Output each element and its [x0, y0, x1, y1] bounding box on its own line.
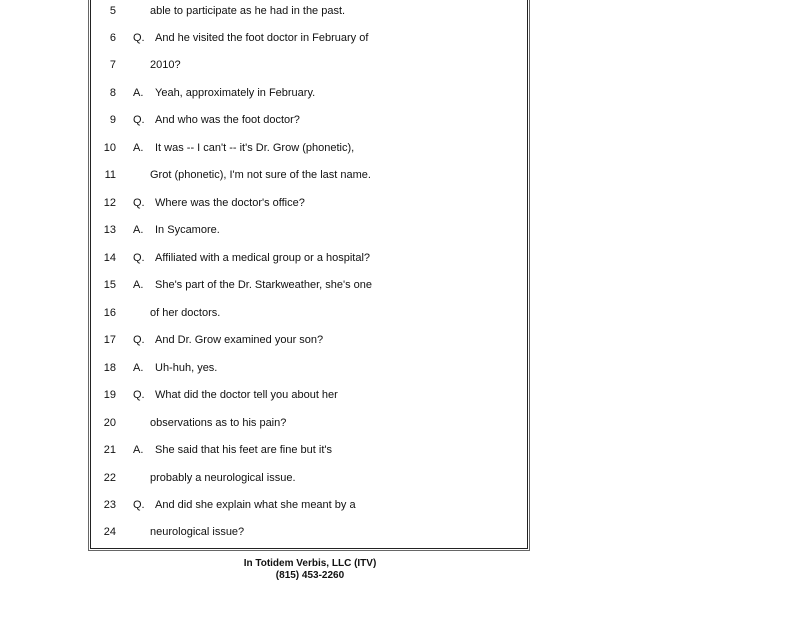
- speaker-label: Q.: [133, 334, 145, 346]
- line-text: She said that his feet are fine but it's: [155, 444, 332, 456]
- line-text: probably a neurological issue.: [150, 472, 296, 484]
- line-number: 23: [103, 499, 116, 511]
- speaker-label: A.: [133, 362, 144, 374]
- line-number: 22: [103, 472, 116, 484]
- line-text: And he visited the foot doctor in February of: [155, 32, 369, 44]
- line-number: 11: [104, 169, 116, 181]
- line-number: 6: [109, 32, 116, 44]
- speaker-label: A.: [133, 224, 144, 236]
- line-number: 14: [103, 252, 116, 264]
- line-text: able to participate as he had in the past.: [150, 5, 346, 17]
- line-text: of her doctors.: [150, 307, 221, 319]
- line-text: Grot (phonetic), I'm not sure of the last name.: [150, 169, 371, 181]
- footer-phone: (815) 453-2260: [275, 570, 345, 581]
- speaker-label: Q.: [133, 32, 145, 44]
- line-text: In Sycamore.: [155, 224, 220, 236]
- transcript-page: [90, 0, 528, 549]
- speaker-label: A.: [133, 142, 144, 154]
- speaker-label: A.: [133, 444, 144, 456]
- line-text: What did the doctor tell you about her: [155, 389, 338, 401]
- line-number: 8: [109, 87, 116, 99]
- line-number: 9: [109, 114, 116, 126]
- line-number: 16: [103, 307, 116, 319]
- speaker-label: Q.: [133, 499, 145, 511]
- line-number: 21: [103, 444, 116, 456]
- line-text: She's part of the Dr. Starkweather, she's one: [155, 279, 372, 291]
- line-text: And who was the foot doctor?: [155, 114, 300, 126]
- speaker-label: A.: [133, 87, 144, 99]
- line-number: 24: [103, 526, 116, 538]
- footer-company: In Totidem Verbis, LLC (ITV): [243, 558, 377, 569]
- speaker-label: Q.: [133, 197, 145, 209]
- line-number: 17: [103, 334, 116, 346]
- line-text: Uh-huh, yes.: [155, 362, 218, 374]
- speaker-label: A.: [133, 279, 144, 291]
- speaker-label: Q.: [133, 252, 145, 264]
- line-number: 5: [109, 5, 116, 17]
- line-text: And did she explain what she meant by a: [155, 499, 356, 511]
- line-number: 19: [103, 389, 116, 401]
- line-number: 12: [103, 197, 116, 209]
- speaker-label: Q.: [133, 114, 145, 126]
- line-text: observations as to his pain?: [150, 417, 287, 429]
- line-text: neurological issue?: [150, 526, 245, 538]
- line-text: 2010?: [150, 59, 181, 71]
- line-number: 18: [103, 362, 116, 374]
- line-text: It was -- I can't -- it's Dr. Grow (phonetic),: [155, 142, 355, 154]
- line-number: 10: [103, 142, 116, 154]
- line-number: 15: [103, 279, 116, 291]
- line-text: And Dr. Grow examined your son?: [155, 334, 324, 346]
- line-number: 7: [109, 59, 116, 71]
- line-text: Where was the doctor's office?: [155, 197, 305, 209]
- line-number: 13: [103, 224, 116, 236]
- speaker-label: Q.: [133, 389, 145, 401]
- line-text: Affiliated with a medical group or a hospital?: [155, 252, 371, 264]
- line-number: 20: [103, 417, 116, 429]
- line-text: Yeah, approximately in February.: [155, 87, 316, 99]
